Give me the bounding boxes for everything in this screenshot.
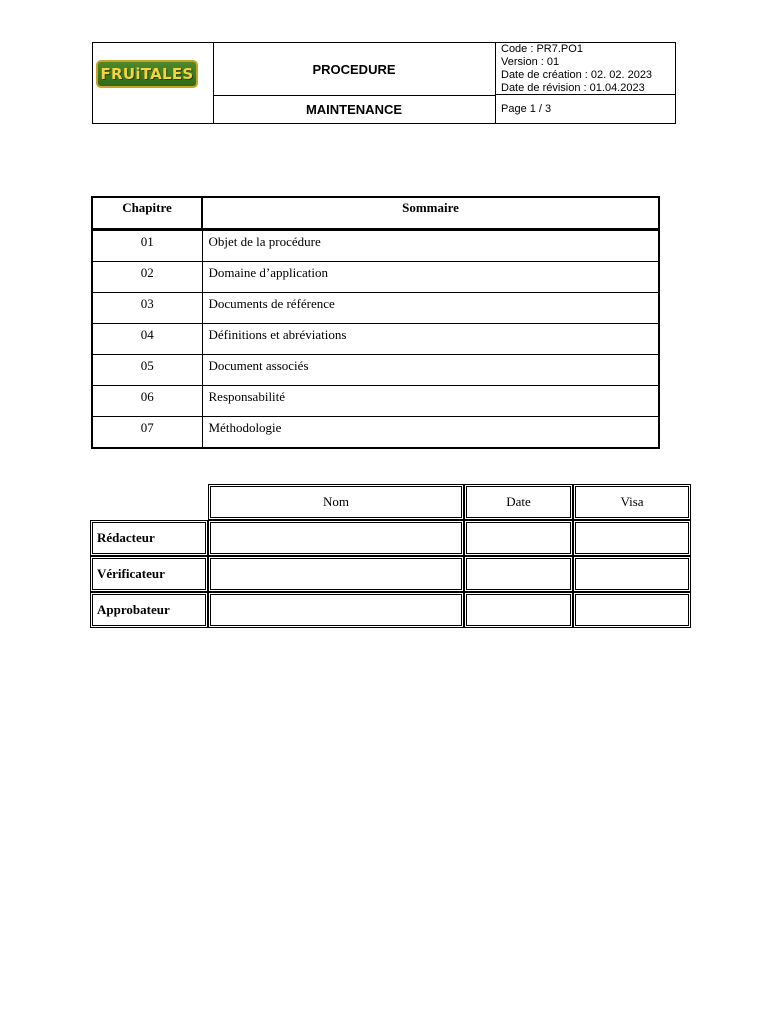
chapter-number: 04 [92, 324, 202, 355]
role-verificateur: Vérificateur [90, 556, 208, 592]
role-redacteur: Rédacteur [90, 520, 208, 556]
table-row [90, 592, 691, 628]
role-approbateur: Approbateur [90, 592, 208, 628]
chapter-title: Responsabilité [202, 386, 659, 417]
chapter-number: 06 [92, 386, 202, 417]
chapter-title: Objet de la procédure [202, 230, 659, 262]
chapter-number: 05 [92, 355, 202, 386]
fruitales-logo: FRUiTALES [96, 60, 198, 88]
table-row [92, 293, 659, 324]
nom-cell[interactable] [208, 592, 464, 628]
date-cell[interactable] [464, 556, 573, 592]
date-cell[interactable] [464, 592, 573, 628]
visa-cell[interactable] [573, 520, 691, 556]
doc-code: Code : PR7.PO1 [501, 43, 583, 55]
chapter-number: 03 [92, 293, 202, 324]
table-row [92, 355, 659, 386]
date-cell[interactable] [464, 520, 573, 556]
col-chapitre: Chapitre [92, 197, 202, 230]
document-metadata [495, 43, 675, 95]
table-row [92, 386, 659, 417]
table-row [92, 230, 659, 262]
chapter-number: 07 [92, 417, 202, 449]
doc-date-revision: Date de révision : 01.04.2023 [501, 82, 645, 94]
nom-cell[interactable] [208, 556, 464, 592]
table-row [90, 556, 691, 592]
col-sommaire: Sommaire [202, 197, 659, 230]
chapter-title: Documents de référence [202, 293, 659, 324]
doc-date-creation: Date de création : 02. 02. 2023 [501, 69, 653, 81]
chapter-title: Document associés [202, 355, 659, 386]
chapter-title: Définitions et abréviations [202, 324, 659, 355]
empty-corner-cell [90, 484, 208, 520]
visa-cell[interactable] [573, 592, 691, 628]
col-visa: Visa [573, 484, 691, 520]
page-number: Page 1 / 3 [501, 103, 552, 115]
chapter-title: Méthodologie [202, 417, 659, 449]
chapter-number: 02 [92, 262, 202, 293]
doc-version: Version : 01 [501, 56, 560, 68]
approval-table [90, 484, 691, 628]
logo-cell [93, 43, 214, 123]
table-row [90, 520, 691, 556]
col-date: Date [464, 484, 573, 520]
approval-header-row [90, 484, 691, 520]
chapter-title: Domaine d’application [202, 262, 659, 293]
procedure-title: PROCEDURE [213, 43, 496, 96]
procedure-subtitle: MAINTENANCE [213, 95, 496, 123]
table-row [92, 262, 659, 293]
table-row [92, 417, 659, 449]
chapter-number: 01 [92, 230, 202, 262]
document-header [92, 42, 676, 124]
visa-cell[interactable] [573, 556, 691, 592]
col-nom: Nom [208, 484, 464, 520]
nom-cell[interactable] [208, 520, 464, 556]
sommaire-header-row [92, 197, 659, 230]
table-row [92, 324, 659, 355]
sommaire-table [91, 196, 660, 449]
